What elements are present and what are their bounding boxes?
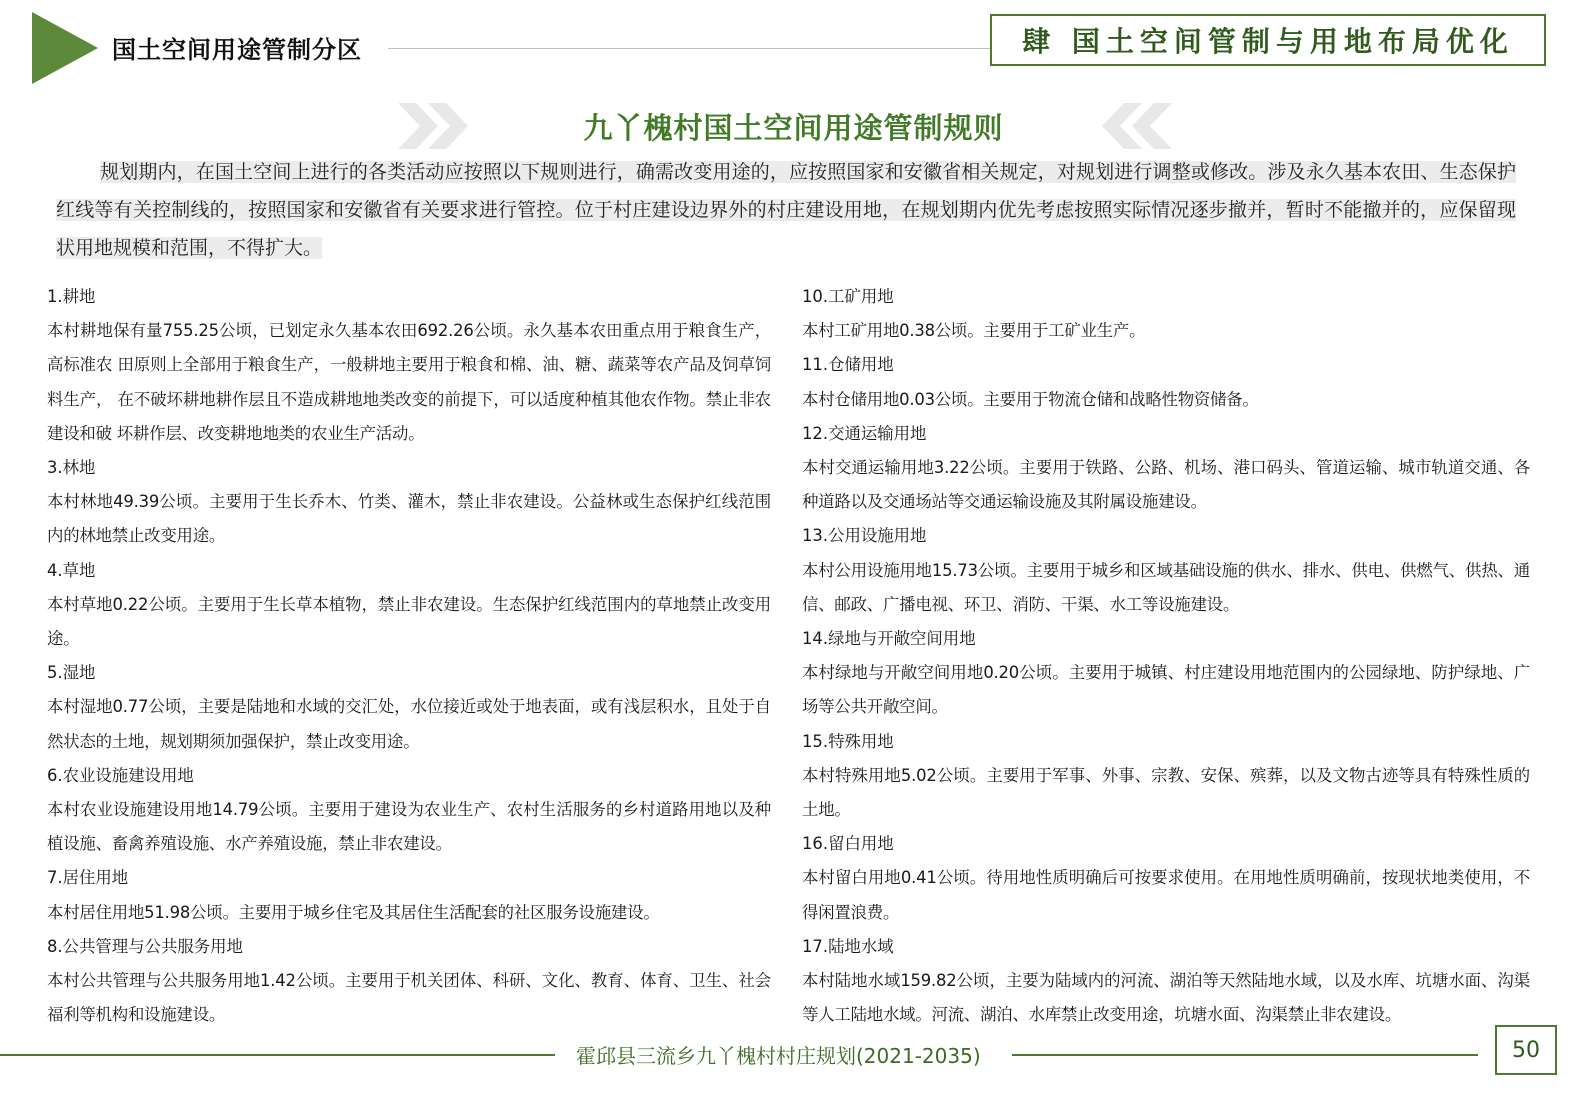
- rule-text: 本村公共管理与公共服务用地1.42公顷。主要用于机关团体、科研、文化、教育、体育、卫生、社会福利等机构和设施建设。: [47, 971, 771, 1025]
- rule-heading: 10.工矿用地: [802, 287, 894, 306]
- rule-text: 本村工矿用地0.38公顷。主要用于工矿业生产。: [802, 321, 1146, 341]
- rule-text: 本村农业设施建设用地14.79公顷。主要用于建设为农业生产、农村生活服务的乡村道路用地以及种植设施、畜禽养殖设施、水产养殖设施，禁止非农建设。: [47, 800, 771, 854]
- rule-heading: 17.陆地水域: [802, 936, 894, 956]
- rule-text: 本村仓储用地0.03公顷。主要用于物流仓储和战略性物资储备。: [802, 389, 1259, 409]
- header-triangle-icon: [32, 12, 98, 84]
- rule-heading: 5.湿地: [47, 663, 96, 683]
- rule-heading: 7.居住用地: [47, 868, 129, 888]
- rule-heading: 6.农业设施建设用地: [47, 765, 194, 785]
- rule-heading: 16.留白用地: [802, 834, 894, 854]
- rule-text: 本村居住用地51.98公顷。主要用于城乡住宅及其居住生活配套的社区服务设施建设。: [47, 902, 660, 922]
- rule-text: 本村林地49.39公顷。主要用于生长乔木、竹类、灌木，禁止非农建设。公益林或生态保护红线范围内的林地禁止改变用途。: [47, 492, 771, 546]
- chapter-label: 肆 国土空间管制与用地布局优化: [990, 14, 1546, 66]
- rule-text: 本村湿地0.77公顷，主要是陆地和水域的交汇处，水位接近或处于地表面，或有浅层积水，且处于自然状态的土地，规划期须加强保护，禁止改变用途。: [47, 697, 771, 751]
- rule-text: 本村特殊用地5.02公顷。主要用于军事、外事、宗教、安保、殡葬，以及文物古迹等具有特殊性质的土地。: [802, 765, 1530, 820]
- rules-right-column: [802, 280, 1530, 1032]
- intro-text: 规划期内，在国土空间上进行的各类活动应按照以下规则进行，确需改变用途的，应按照国家和安徽省相关规定，对规划进行调整或修改。涉及永久基本农田、生态保护红线等有关控制线的，按照国家和安徽省有关要求进行管控。位于村庄建设边界外的村庄建设用地，在规划期内优先考虑按照实际情况逐步撤并，暂时不能撤并的，应保留现状用地规模和范围，不得扩大。: [56, 161, 1516, 259]
- rules-left-column: [47, 280, 771, 1032]
- rule-heading: 3.林地: [47, 458, 96, 478]
- rule-heading: 8.公共管理与公共服务用地: [47, 936, 243, 956]
- rule-text: 本村耕地保有量755.25公顷，已划定永久基本农田692.26公顷。永久基本农田重点用于粮食生产，高标准农 田原则上全部用于粮食生产，一般耕地主要用于粮食和棉、油、糖、蔬菜等农产品及饲草饲料生产， 在不破坏耕地耕作层且不造成耕地地类改变的前提下，可以适度种植其他农作物。禁止非农建设和破 坏耕作层、改变耕地地类的农业生产活动。: [47, 321, 771, 443]
- rule-text: 本村绿地与开敞空间用地0.20公顷。主要用于城镇、村庄建设用地范围内的公园绿地、防护绿地、广场等公共开敞空间。: [802, 663, 1530, 717]
- rule-heading: 11.仓储用地: [802, 355, 894, 375]
- intro-paragraph: [56, 153, 1516, 267]
- footer-plan-title: 霍邱县三流乡九丫槐村村庄规划(2021-2035): [576, 1044, 981, 1068]
- rule-heading: 12.交通运输用地: [802, 423, 927, 443]
- footer-divider-left: [0, 1054, 555, 1056]
- rule-heading: 14.绿地与开敞空间用地: [802, 629, 976, 649]
- footer-divider-right: [1012, 1054, 1478, 1056]
- rule-heading: 13.公用设施用地: [802, 526, 927, 546]
- rule-heading: 1.耕地: [47, 287, 96, 306]
- header-divider: [388, 48, 990, 49]
- rule-text: 本村草地0.22公顷。主要用于生长草本植物，禁止非农建设。生态保护红线范围内的草地禁止改变用途。: [47, 594, 771, 649]
- rule-heading: 4.草地: [47, 560, 96, 580]
- rule-text: 本村交通运输用地3.22公顷。主要用于铁路、公路、机场、港口码头、管道运输、城市轨道交通、各种道路以及交通场站等交通运输设施及其附属设施建设。: [802, 458, 1530, 512]
- page-number: 50: [1495, 1025, 1557, 1075]
- rule-text: 本村公用设施用地15.73公顷。主要用于城乡和区域基础设施的供水、排水、供电、供燃气、供热、通 信、邮政、广播电视、环卫、消防、干渠、水工等设施建设。: [802, 560, 1530, 614]
- page-title: 九丫槐村国土空间用途管制规则: [583, 111, 1004, 145]
- section-title: 国土空间用途管制分区: [112, 36, 362, 64]
- rule-text: 本村陆地水域159.82公顷，主要为陆域内的河流、湖泊等天然陆地水域，以及水库、坑塘水面、沟渠等人工陆地水域。河流、湖泊、水库禁止改变用途，坑塘水面、沟渠禁止非农建设。: [802, 971, 1530, 1025]
- rule-text: 本村留白用地0.41公顷。待用地性质明确后可按要求使用。在用地性质明确前，按现状地类使用，不得闲置浪费。: [802, 868, 1530, 922]
- rule-heading: 15.特殊用地: [802, 731, 894, 751]
